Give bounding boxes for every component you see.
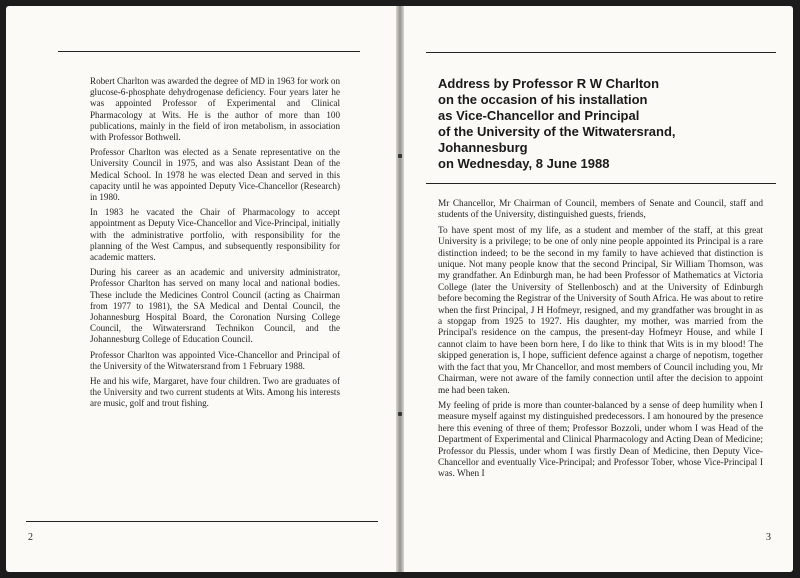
page-number: 2: [28, 532, 33, 543]
address-text: [438, 199, 763, 485]
title-line: of the University of the Witwatersrand,: [438, 124, 676, 139]
title-line: Address by Professor R W Charlton: [438, 76, 660, 91]
paragraph: In 1983 he vacated the Chair of Pharmacology to accept appointment as Deputy Vice-Chancellor and Vice-Principal, initially with the administrative portfolio, with responsibility for the planning of the West Campus, and subsequently responsibility for academic matters.: [90, 207, 340, 263]
paragraph: Professor Charlton was appointed Vice-Chancellor and Principal of the University of the Witwatersrand from 1 February 1988.: [90, 349, 340, 371]
paragraph: During his career as an academic and university administrator, Professor Charlton has served on many local and national bodies. These include the Medicines Control Council (acting as Chairman from 1977 to 1981), the SA Medical and Dental Council, the Johannesburg Hospital Board, the Coronation Nursing College Council, the Witwatersrand Technikon Council, and the Johannesburg College of Education Council.: [90, 267, 340, 345]
paragraph: My feeling of pride is more than counter-balanced by a sense of deep humility when I measure myself against my distinguished predecessors. I am honoured by the presence here this evening of three of them; Professor Bozzoli, under whom I was Head of the Department of Experimental and Clinical Pharmacology and Acting Dean of Medicine; Professor du Plessis, under whom I was firstly Dean of Medicine, then Deputy Vice-Chancellor and eventually Vice-Principal; and Professor Tober, whose Vice-Principal I was. When I: [438, 400, 763, 480]
book-gutter: [396, 6, 404, 572]
title-line: on the occasion of his installation: [438, 92, 648, 107]
left-page: [6, 6, 396, 572]
bottom-rule: [26, 521, 378, 522]
heading-rule: [426, 183, 776, 184]
title-line: as Vice-Chancellor and Principal: [438, 108, 640, 123]
paragraph: Mr Chancellor, Mr Chairman of Council, members of Senate and Council, staff and students of the University, distinguished guests, friends,: [438, 199, 763, 221]
paragraph: To have spent most of my life, as a student and member of the staff, at this great University is a privilege; to be one of only nine people appointed its Principal is a rare distinction indeed; to be the second in my family to have achieved that distinction is unique. Not many people know that the second Principal, Sir William Thomson, was my grandfather. An Edinburgh man, he had been Professor of Mathematics at Victoria College (later the University of Stellenbosch) and at the University of Edinburgh before becoming the Registrar of the University of South Africa. He was about to retire when the first Principal, J H Hofmeyr, resigned, and my grandfather was brought in as a stopgap from 1925 to 1927. His daughter, my mother, was married from the Principal's residence on the campus, the present-day Hofmeyr House, and while I cannot claim to have been born here, I do like to think that Wits is in my blood! The skipped generation is, I hope, sufficient defence against a charge of nepotism, together with the fact that you, Mr Chancellor, and most members of Council including you, Mr Chairman, were not aware of the family connection until after the decision to appoint me had been taken.: [438, 225, 763, 396]
title-line: on Wednesday, 8 June 1988: [438, 156, 610, 171]
page-number: 3: [766, 532, 771, 543]
biography-text: [90, 76, 340, 414]
paragraph: Robert Charlton was awarded the degree of MD in 1963 for work on glucose-6-phosphate dehydrogenase deficiency. Four years later he was appointed Professor of Experimental and Clinical Pharmacology at Wits. He is the author of more than 100 publications, mainly in the field of iron metabolism, in association with Professor Bothwell.: [90, 76, 341, 143]
top-rule: [58, 51, 360, 52]
top-rule: [426, 52, 776, 53]
staple: [398, 412, 402, 416]
right-page: [404, 6, 793, 572]
paragraph: Professor Charlton was elected as a Senate representative on the University Council in 1975, and was also Assistant Dean of the Medical School. In 1978 he was elected Dean and served in this capacity until he was appointed Deputy Vice-Chancellor (Research) in 1980.: [90, 147, 340, 203]
staple: [398, 154, 402, 158]
address-title: [438, 76, 768, 172]
paragraph: He and his wife, Margaret, have four children. Two are graduates of the University and two current students at Wits. Among his interests are music, golf and trout fishing.: [90, 376, 340, 409]
title-line: Johannesburg: [438, 140, 528, 155]
